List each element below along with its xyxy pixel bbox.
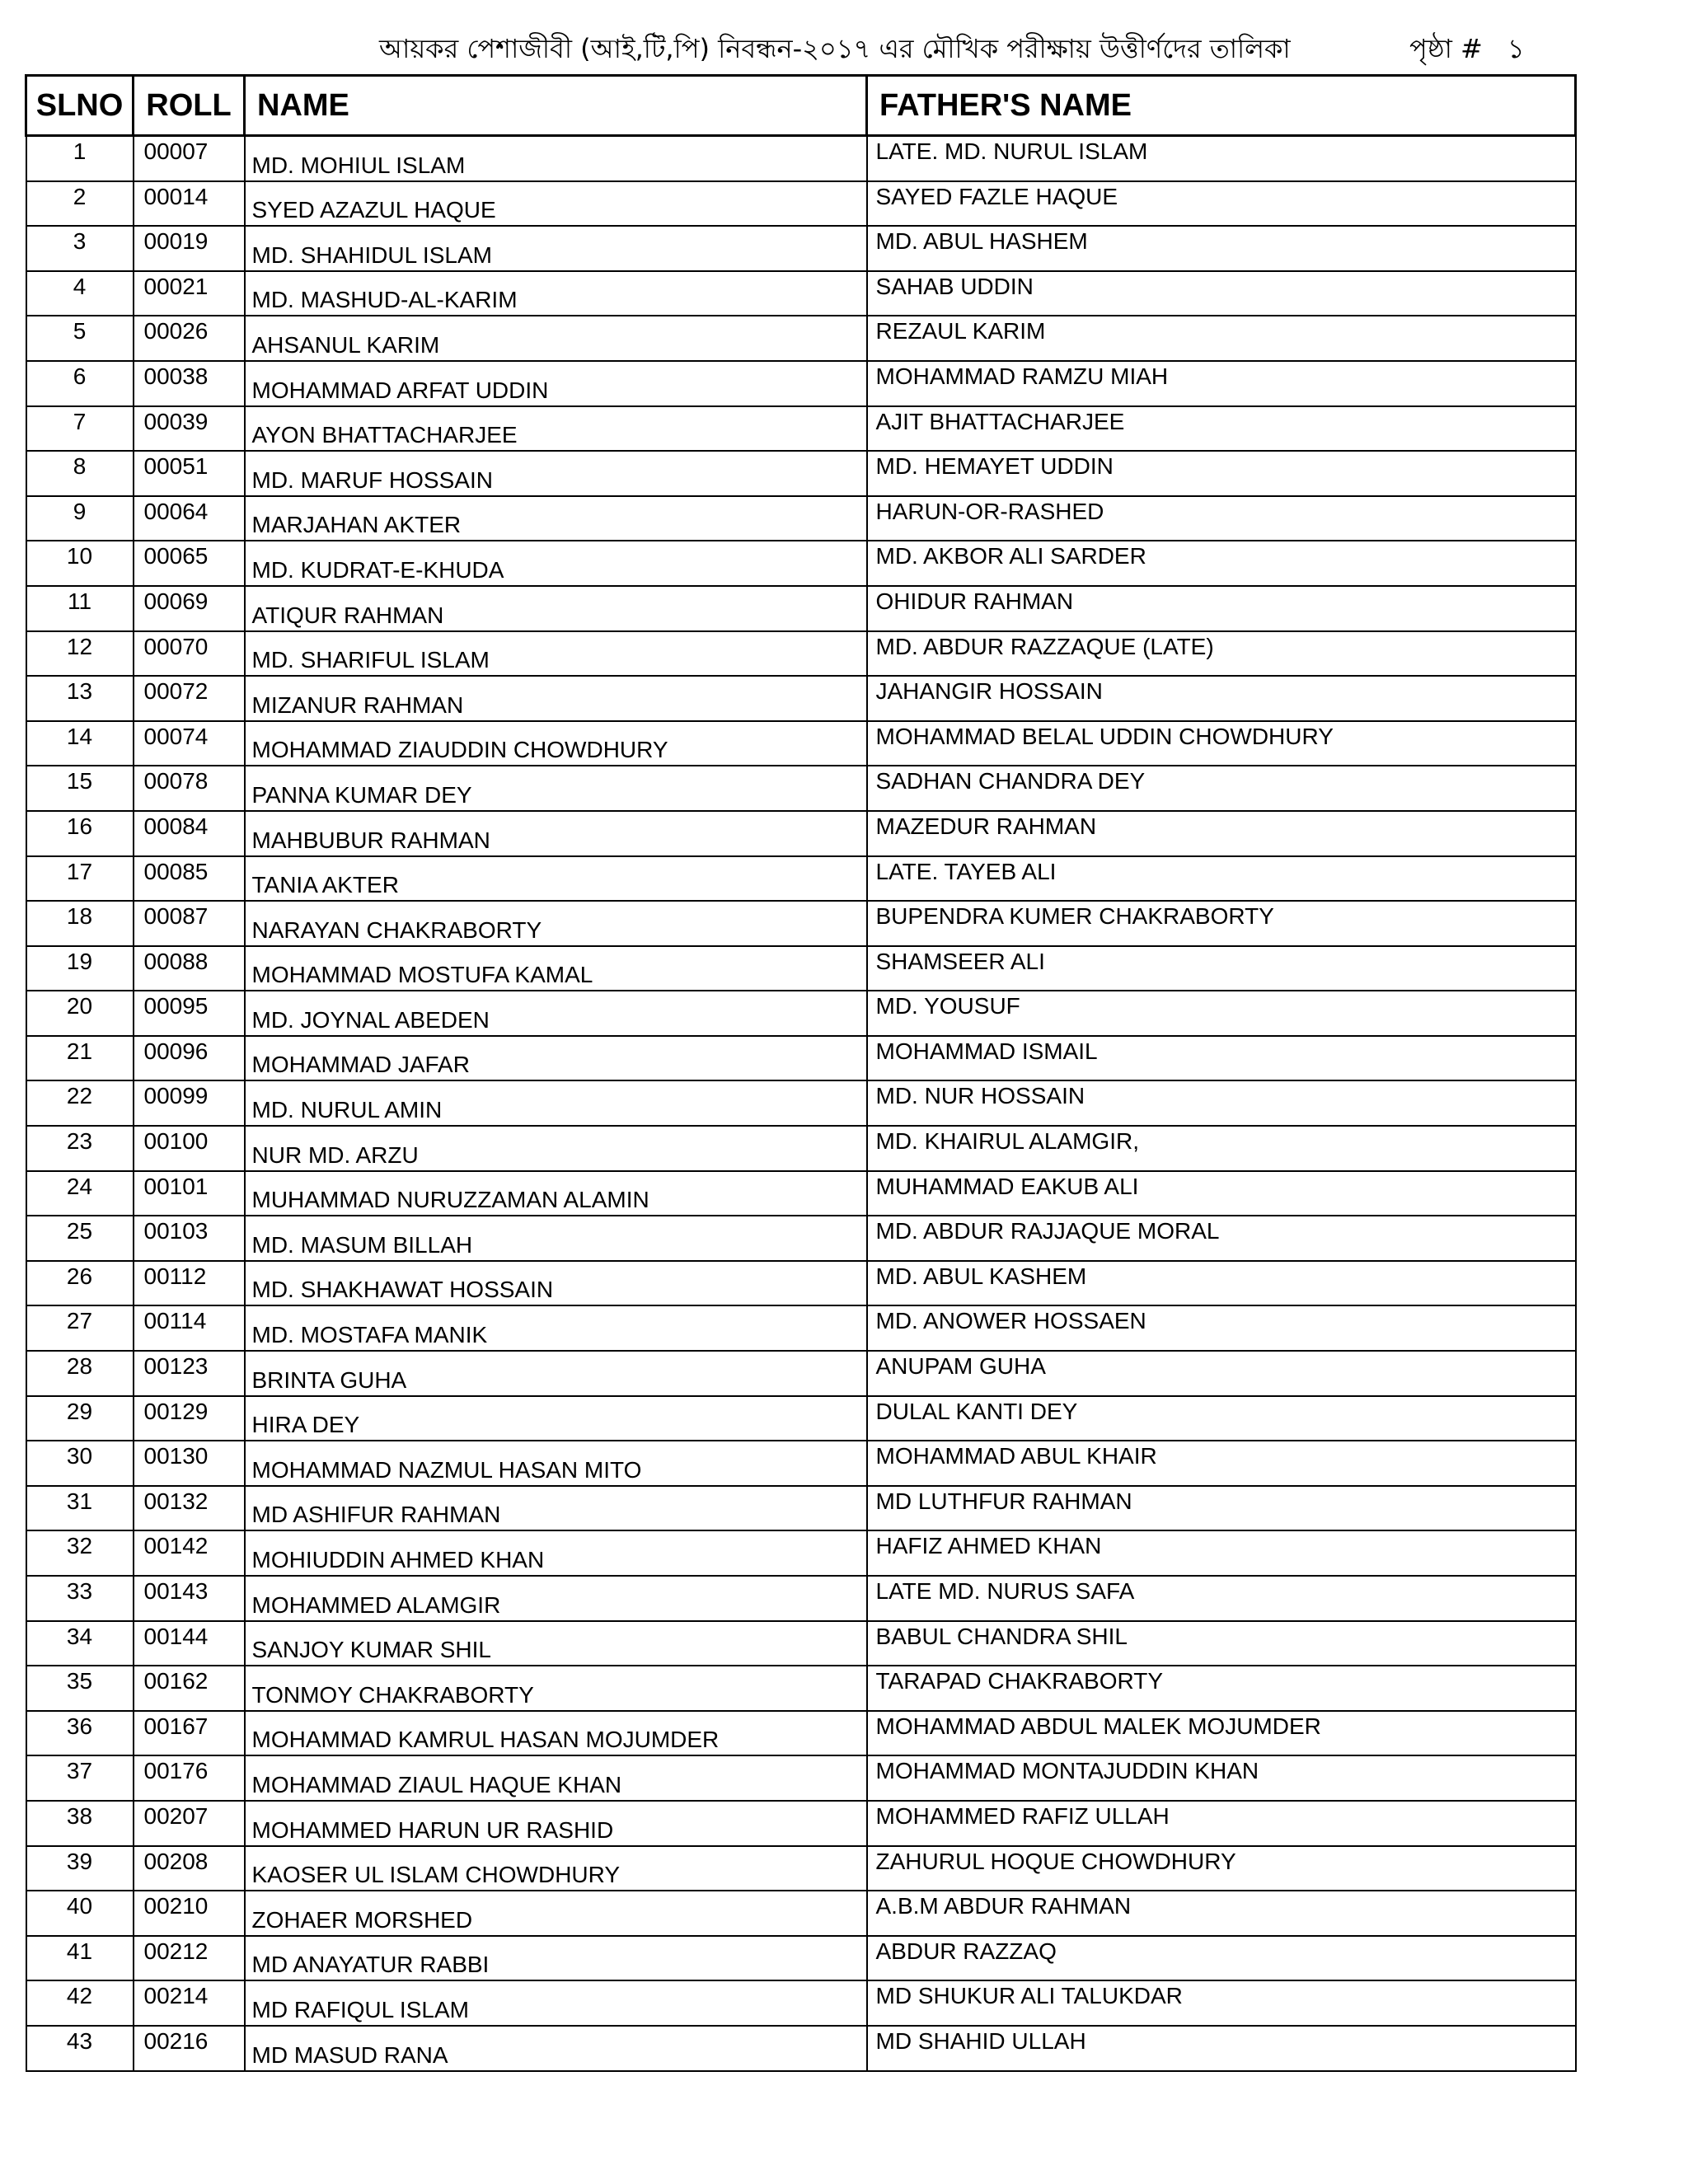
cell-fathers-name: MD. YOUSUF [867, 991, 1576, 1036]
cell-fathers-name: MOHAMMED RAFIZ ULLAH [867, 1801, 1576, 1846]
cell-name: MOHAMMAD ZIAUL HAQUE KHAN [245, 1755, 867, 1801]
table-row [26, 541, 1576, 586]
table-row [26, 1846, 1576, 1891]
cell-slno: 6 [26, 361, 134, 406]
table-row [26, 1305, 1576, 1351]
cell-fathers-name: MOHAMMAD ISMAIL [867, 1036, 1576, 1081]
page-number-value: ১ [1507, 33, 1525, 64]
cell-slno: 21 [26, 1036, 134, 1081]
cell-slno: 19 [26, 946, 134, 991]
cell-fathers-name: MD. ABUL KASHEM [867, 1261, 1576, 1306]
cell-fathers-name: SAYED FAZLE HAQUE [867, 181, 1576, 227]
cell-name: ATIQUR RAHMAN [245, 586, 867, 631]
cell-fathers-name: HARUN-OR-RASHED [867, 496, 1576, 541]
cell-fathers-name: LATE. TAYEB ALI [867, 856, 1576, 902]
table-row [26, 676, 1576, 721]
cell-slno: 38 [26, 1801, 134, 1846]
cell-fathers-name: HAFIZ AHMED KHAN [867, 1530, 1576, 1576]
cell-roll: 00132 [134, 1486, 245, 1531]
cell-slno: 18 [26, 901, 134, 946]
cell-name: TANIA AKTER [245, 856, 867, 902]
cell-slno: 23 [26, 1126, 134, 1171]
cell-slno: 12 [26, 631, 134, 677]
cell-roll: 00064 [134, 496, 245, 541]
cell-fathers-name: MOHAMMAD BELAL UDDIN CHOWDHURY [867, 721, 1576, 766]
table-header [26, 76, 1576, 136]
cell-slno: 28 [26, 1351, 134, 1396]
table-row [26, 1755, 1576, 1801]
cell-name: MOHAMMAD MOSTUFA KAMAL [245, 946, 867, 991]
cell-name: MIZANUR RAHMAN [245, 676, 867, 721]
cell-roll: 00208 [134, 1846, 245, 1891]
cell-fathers-name: LATE MD. NURUS SAFA [867, 1576, 1576, 1621]
table-row [26, 1351, 1576, 1396]
cell-roll: 00143 [134, 1576, 245, 1621]
cell-fathers-name: MD LUTHFUR RAHMAN [867, 1486, 1576, 1531]
cell-roll: 00088 [134, 946, 245, 991]
cell-roll: 00207 [134, 1801, 245, 1846]
cell-fathers-name: MD SHAHID ULLAH [867, 2026, 1576, 2071]
cell-fathers-name: OHIDUR RAHMAN [867, 586, 1576, 631]
table-row [26, 136, 1576, 181]
cell-fathers-name: A.B.M ABDUR RAHMAN [867, 1891, 1576, 1936]
column-header-slno: SLNO [26, 76, 134, 136]
table-row [26, 1396, 1576, 1441]
cell-roll: 00078 [134, 766, 245, 811]
cell-fathers-name: LATE. MD. NURUL ISLAM [867, 136, 1576, 181]
table-row [26, 1441, 1576, 1486]
cell-roll: 00095 [134, 991, 245, 1036]
cell-fathers-name: BABUL CHANDRA SHIL [867, 1621, 1576, 1666]
table-row [26, 361, 1576, 406]
cell-slno: 1 [26, 136, 134, 181]
table-row [26, 1621, 1576, 1666]
table-row [26, 721, 1576, 766]
cell-fathers-name: SAHAB UDDIN [867, 271, 1576, 316]
cell-roll: 00007 [134, 136, 245, 181]
cell-name: MD. NURUL AMIN [245, 1080, 867, 1126]
cell-slno: 7 [26, 406, 134, 452]
cell-roll: 00072 [134, 676, 245, 721]
table-row [26, 1261, 1576, 1306]
table-row [26, 1530, 1576, 1576]
cell-name: MAHBUBUR RAHMAN [245, 811, 867, 856]
cell-name: PANNA KUMAR DEY [245, 766, 867, 811]
cell-roll: 00070 [134, 631, 245, 677]
table-row [26, 2026, 1576, 2071]
table-row [26, 1080, 1576, 1126]
cell-roll: 00130 [134, 1441, 245, 1486]
cell-fathers-name: MD SHUKUR ALI TALUKDAR [867, 1980, 1576, 2026]
cell-fathers-name: MD. ABUL HASHEM [867, 226, 1576, 271]
cell-slno: 5 [26, 316, 134, 361]
cell-roll: 00100 [134, 1126, 245, 1171]
cell-fathers-name: ABDUR RAZZAQ [867, 1936, 1576, 1981]
cell-roll: 00039 [134, 406, 245, 452]
cell-slno: 25 [26, 1216, 134, 1261]
page-title: আয়কর পেশাজীবী (আই,টি,পি) নিবন্ধন-২০১৭ এর মৌখিক পরীক্ষায় উত্তীর্ণদের তালিকা [379, 33, 1291, 64]
cell-name: TONMOY CHAKRABORTY [245, 1666, 867, 1711]
cell-roll: 00099 [134, 1080, 245, 1126]
cell-name: MD. SHAKHAWAT HOSSAIN [245, 1261, 867, 1306]
cell-fathers-name: MAZEDUR RAHMAN [867, 811, 1576, 856]
cell-slno: 16 [26, 811, 134, 856]
cell-fathers-name: SADHAN CHANDRA DEY [867, 766, 1576, 811]
cell-slno: 15 [26, 766, 134, 811]
table-row [26, 496, 1576, 541]
cell-slno: 35 [26, 1666, 134, 1711]
cell-name: NUR MD. ARZU [245, 1126, 867, 1171]
cell-slno: 31 [26, 1486, 134, 1531]
cell-fathers-name: AJIT BHATTACHARJEE [867, 406, 1576, 452]
cell-slno: 43 [26, 2026, 134, 2071]
table-row [26, 991, 1576, 1036]
cell-name: MOHAMMED ALAMGIR [245, 1576, 867, 1621]
cell-fathers-name: MOHAMMAD RAMZU MIAH [867, 361, 1576, 406]
table-row [26, 226, 1576, 271]
cell-name: MOHAMMAD ZIAUDDIN CHOWDHURY [245, 721, 867, 766]
table-row [26, 181, 1576, 227]
cell-slno: 9 [26, 496, 134, 541]
cell-name: MARJAHAN AKTER [245, 496, 867, 541]
table-row [26, 856, 1576, 902]
column-header-name: NAME [245, 76, 867, 136]
cell-fathers-name: MD. KHAIRUL ALAMGIR, [867, 1126, 1576, 1171]
cell-roll: 00123 [134, 1351, 245, 1396]
cell-roll: 00210 [134, 1891, 245, 1936]
cell-fathers-name: JAHANGIR HOSSAIN [867, 676, 1576, 721]
cell-slno: 17 [26, 856, 134, 902]
table-body [26, 136, 1576, 2071]
cell-name: KAOSER UL ISLAM CHOWDHURY [245, 1846, 867, 1891]
cell-fathers-name: MD. HEMAYET UDDIN [867, 451, 1576, 496]
cell-slno: 39 [26, 1846, 134, 1891]
cell-name: AHSANUL KARIM [245, 316, 867, 361]
cell-roll: 00142 [134, 1530, 245, 1576]
table-header-row [26, 76, 1576, 136]
cell-fathers-name: REZAUL KARIM [867, 316, 1576, 361]
cell-roll: 00101 [134, 1171, 245, 1216]
cell-fathers-name: MD. ANOWER HOSSAEN [867, 1305, 1576, 1351]
cell-slno: 37 [26, 1755, 134, 1801]
table-row [26, 1980, 1576, 2026]
cell-roll: 00103 [134, 1216, 245, 1261]
table-row [26, 316, 1576, 361]
cell-roll: 00069 [134, 586, 245, 631]
cell-slno: 30 [26, 1441, 134, 1486]
cell-name: HIRA DEY [245, 1396, 867, 1441]
table-row [26, 811, 1576, 856]
cell-slno: 3 [26, 226, 134, 271]
cell-roll: 00038 [134, 361, 245, 406]
table-row [26, 901, 1576, 946]
cell-slno: 13 [26, 676, 134, 721]
cell-name: MD ANAYATUR RABBI [245, 1936, 867, 1981]
column-header-fathers-name: FATHER'S NAME [867, 76, 1576, 136]
cell-fathers-name: MD. AKBOR ALI SARDER [867, 541, 1576, 586]
cell-fathers-name: MOHAMMAD ABUL KHAIR [867, 1441, 1576, 1486]
cell-slno: 32 [26, 1530, 134, 1576]
page-number [1409, 28, 1550, 73]
table-row [26, 946, 1576, 991]
cell-roll: 00026 [134, 316, 245, 361]
cell-slno: 33 [26, 1576, 134, 1621]
cell-name: MOHAMMAD NAZMUL HASAN MITO [245, 1441, 867, 1486]
cell-fathers-name: MD. NUR HOSSAIN [867, 1080, 1576, 1126]
cell-roll: 00212 [134, 1936, 245, 1981]
cell-roll: 00216 [134, 2026, 245, 2071]
table-row [26, 1936, 1576, 1981]
cell-fathers-name: TARAPAD CHAKRABORTY [867, 1666, 1576, 1711]
table-row [26, 1576, 1576, 1621]
cell-name: MD. SHAHIDUL ISLAM [245, 226, 867, 271]
cell-fathers-name: MOHAMMAD ABDUL MALEK MOJUMDER [867, 1711, 1576, 1756]
cell-roll: 00085 [134, 856, 245, 902]
cell-roll: 00074 [134, 721, 245, 766]
cell-fathers-name: BUPENDRA KUMER CHAKRABORTY [867, 901, 1576, 946]
cell-name: MOHAMMED HARUN UR RASHID [245, 1801, 867, 1846]
cell-name: MD. SHARIFUL ISLAM [245, 631, 867, 677]
cell-fathers-name: DULAL KANTI DEY [867, 1396, 1576, 1441]
cell-slno: 10 [26, 541, 134, 586]
cell-slno: 2 [26, 181, 134, 227]
cell-slno: 20 [26, 991, 134, 1036]
table-row [26, 766, 1576, 811]
cell-roll: 00051 [134, 451, 245, 496]
cell-name: MD. MARUF HOSSAIN [245, 451, 867, 496]
table-row [26, 1036, 1576, 1081]
table-row [26, 1216, 1576, 1261]
cell-roll: 00084 [134, 811, 245, 856]
cell-roll: 00014 [134, 181, 245, 227]
cell-slno: 4 [26, 271, 134, 316]
cell-name: MD. JOYNAL ABEDEN [245, 991, 867, 1036]
cell-slno: 40 [26, 1891, 134, 1936]
cell-name: MD RAFIQUL ISLAM [245, 1980, 867, 2026]
column-header-roll: ROLL [134, 76, 245, 136]
table-row [26, 1801, 1576, 1846]
cell-slno: 8 [26, 451, 134, 496]
table-row [26, 1126, 1576, 1171]
cell-roll: 00112 [134, 1261, 245, 1306]
cell-roll: 00096 [134, 1036, 245, 1081]
cell-name: MD ASHIFUR RAHMAN [245, 1486, 867, 1531]
table-row [26, 631, 1576, 677]
cell-fathers-name: MUHAMMAD EAKUB ALI [867, 1171, 1576, 1216]
cell-slno: 24 [26, 1171, 134, 1216]
cell-roll: 00065 [134, 541, 245, 586]
table-row [26, 586, 1576, 631]
cell-roll: 00114 [134, 1305, 245, 1351]
cell-slno: 22 [26, 1080, 134, 1126]
cell-fathers-name: ZAHURUL HOQUE CHOWDHURY [867, 1846, 1576, 1891]
cell-name: MD. MASUM BILLAH [245, 1216, 867, 1261]
table-row [26, 1891, 1576, 1936]
table-row [26, 1486, 1576, 1531]
table-row [26, 271, 1576, 316]
cell-name: MOHIUDDIN AHMED KHAN [245, 1530, 867, 1576]
table-row [26, 1666, 1576, 1711]
cell-slno: 14 [26, 721, 134, 766]
cell-roll: 00129 [134, 1396, 245, 1441]
cell-fathers-name: ANUPAM GUHA [867, 1351, 1576, 1396]
cell-roll: 00087 [134, 901, 245, 946]
cell-fathers-name: MD. ABDUR RAJJAQUE MORAL [867, 1216, 1576, 1261]
cell-name: AYON BHATTACHARJEE [245, 406, 867, 452]
cell-name: BRINTA GUHA [245, 1351, 867, 1396]
cell-name: MD. MOSTAFA MANIK [245, 1305, 867, 1351]
cell-slno: 42 [26, 1980, 134, 2026]
cell-slno: 27 [26, 1305, 134, 1351]
cell-name: MUHAMMAD NURUZZAMAN ALAMIN [245, 1171, 867, 1216]
cell-name: MOHAMMAD ARFAT UDDIN [245, 361, 867, 406]
cell-slno: 36 [26, 1711, 134, 1756]
cell-name: SANJOY KUMAR SHIL [245, 1621, 867, 1666]
table-row [26, 1711, 1576, 1756]
cell-roll: 00019 [134, 226, 245, 271]
cell-slno: 11 [26, 586, 134, 631]
cell-name: MOHAMMAD JAFAR [245, 1036, 867, 1081]
table-row [26, 451, 1576, 496]
cell-slno: 29 [26, 1396, 134, 1441]
cell-name: MD. KUDRAT-E-KHUDA [245, 541, 867, 586]
cell-slno: 34 [26, 1621, 134, 1666]
cell-slno: 26 [26, 1261, 134, 1306]
cell-name: MD. MASHUD-AL-KARIM [245, 271, 867, 316]
table-row [26, 1171, 1576, 1216]
cell-slno: 41 [26, 1936, 134, 1981]
cell-fathers-name: MOHAMMAD MONTAJUDDIN KHAN [867, 1755, 1576, 1801]
page-number-label: পৃষ্ঠা # [1409, 33, 1483, 64]
cell-name: MD. MOHIUL ISLAM [245, 136, 867, 181]
cell-roll: 00144 [134, 1621, 245, 1666]
cell-fathers-name: MD. ABDUR RAZZAQUE (LATE) [867, 631, 1576, 677]
cell-roll: 00021 [134, 271, 245, 316]
cell-roll: 00214 [134, 1980, 245, 2026]
cell-name: SYED AZAZUL HAQUE [245, 181, 867, 227]
cell-roll: 00176 [134, 1755, 245, 1801]
cell-name: ZOHAER MORSHED [245, 1891, 867, 1936]
cell-roll: 00162 [134, 1666, 245, 1711]
cell-name: MD MASUD RANA [245, 2026, 867, 2071]
cell-name: MOHAMMAD KAMRUL HASAN MOJUMDER [245, 1711, 867, 1756]
results-table [25, 74, 1577, 2072]
cell-name: NARAYAN CHAKRABORTY [245, 901, 867, 946]
cell-roll: 00167 [134, 1711, 245, 1756]
table-row [26, 406, 1576, 452]
cell-fathers-name: SHAMSEER ALI [867, 946, 1576, 991]
